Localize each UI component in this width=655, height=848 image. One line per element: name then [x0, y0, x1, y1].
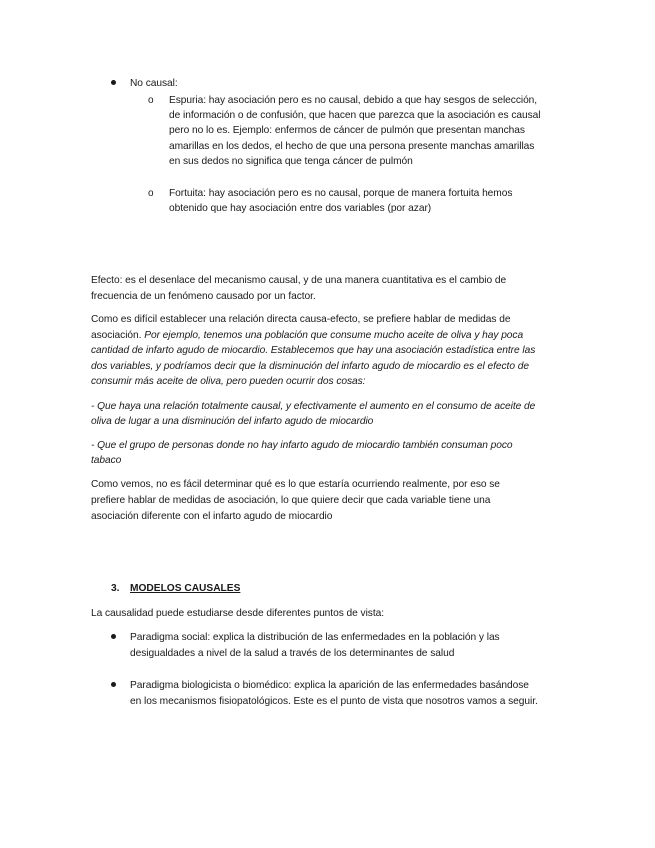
paragraph-plain-text: asociación. — [91, 330, 145, 341]
option-line: - Que haya una relación totalmente causal, y efectivamente el aumento en el consumo de aceite de — [91, 401, 536, 412]
paragraph-line: asociación diferente con el infarto agudo de miocardio — [91, 511, 333, 522]
option-line: oliva de lugar a una disminución del infarto agudo de miocardio — [91, 416, 374, 427]
paragraph-italic-line: consumir más aceite de oliva, pero pueden ocurrir dos cosas: — [91, 376, 366, 387]
paragraph-italic-text: Por ejemplo, tenemos una población que consume mucho aceite de oliva y hay poca — [144, 330, 524, 341]
efecto-line: Efecto: es el desenlace del mecanismo causal, y de una manera cuantitativa es el cambio de — [91, 275, 507, 286]
espuria-line: amarillas en los dedos, el hecho de que una persona presente manchas amarillas — [169, 141, 535, 152]
paradigma-bio-line: en los mecanismos fisiopatológicos. Este es el punto de vista que nosotros vamos a seguir. — [130, 696, 538, 707]
paragraph-italic-line: dos variables, y podríamos decir que la disminución del infarto agudo de miocardio es el efecto de — [91, 361, 529, 372]
section-number: 3. — [111, 583, 120, 594]
espuria-line: en sus dedos no significa que tenga cáncer de pulmón — [169, 156, 413, 167]
section-heading: MODELOS CAUSALES — [130, 583, 241, 594]
option-line: tabaco — [91, 455, 122, 466]
sub-bullet-circle: o — [148, 95, 154, 106]
paradigma-social-line: Paradigma social: explica la distribución de las enfermedades en la población y las — [130, 632, 500, 643]
bullet-dot — [111, 634, 116, 639]
paradigma-bio-line: Paradigma biologicista o biomédico: explica la aparición de las enfermedades basándose — [130, 680, 529, 691]
option-line: - Que el grupo de personas donde no hay infarto agudo de miocardio también consuman poco — [91, 440, 513, 451]
bullet-dot — [111, 682, 116, 687]
espuria-line: pero no lo es. Ejemplo: enfermos de cáncer de pulmón que presentan manchas — [169, 125, 525, 136]
no-causal-label: No causal: — [130, 78, 178, 89]
fortuita-line: obtenido que hay asociación entre dos variables (por azar) — [169, 203, 432, 214]
espuria-line: Espuria: hay asociación pero es no causal, debido a que hay sesgos de selección, — [169, 95, 538, 106]
efecto-line: frecuencia de un fenómeno causado por un factor. — [91, 291, 316, 302]
paragraph-italic-line: cantidad de infarto agudo de miocardio. Establecemos que hay una asociación estadística entre las — [91, 345, 536, 356]
paradigma-social-line: desigualdades a nivel de la salud a través de los determinantes de salud — [130, 648, 455, 659]
sub-bullet-circle: o — [148, 188, 154, 199]
espuria-line: de información o de confusión, que hacen que parezca que la asociación es causal — [169, 110, 541, 121]
paragraph-line: prefiere hablar de medidas de asociación, lo que quiere decir que cada variable tiene una — [91, 495, 491, 506]
bullet-dot — [111, 80, 116, 85]
paragraph-line — [91, 328, 523, 344]
paragraph-line: Como es difícil establecer una relación directa causa-efecto, se prefiere hablar de medidas de — [91, 314, 511, 325]
intro-line: La causalidad puede estudiarse desde diferentes puntos de vista: — [91, 608, 385, 619]
fortuita-line: Fortuita: hay asociación pero es no causal, porque de manera fortuita hemos — [169, 188, 513, 199]
paragraph-line: Como vemos, no es fácil determinar qué es lo que estaría ocurriendo realmente, por eso se — [91, 479, 500, 490]
